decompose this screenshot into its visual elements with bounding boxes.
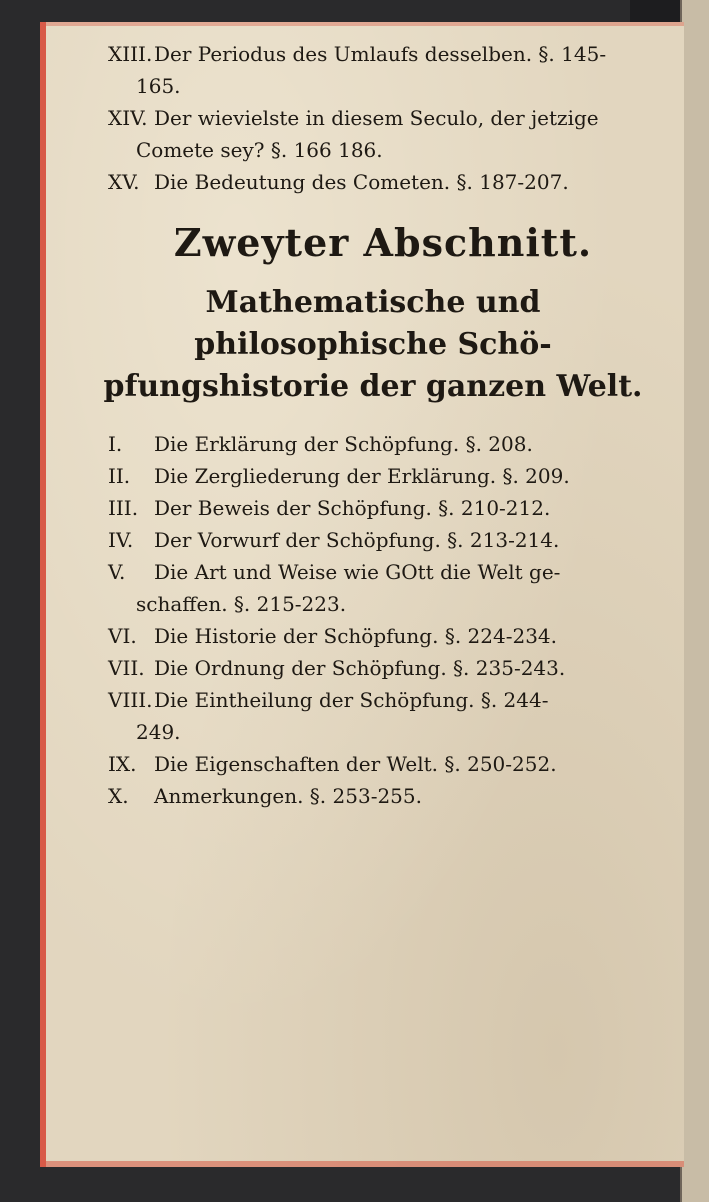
toc-entry-number: X. (108, 784, 129, 808)
toc-entry-text: Die Art und Weise wie GOtt die Welt ge- (154, 560, 561, 584)
toc-entry (108, 716, 668, 748)
toc-entry-text: Anmerkungen. §. 253-255. (154, 784, 422, 808)
toc-entry-text: 165. (136, 74, 181, 98)
toc-entry-text: Der wievielste in diesem Seculo, der jetzige (154, 106, 599, 130)
toc-entry-text: Die Erklärung der Schöpfung. §. 208. (154, 432, 533, 456)
toc-entry-number: XIV. (108, 106, 148, 130)
page-content (103, 38, 668, 812)
toc-entry-number: II. (108, 464, 131, 488)
toc-entry (108, 134, 668, 166)
toc-entry-number: VI. (108, 624, 137, 648)
toc-entry-number: IV. (108, 528, 134, 552)
toc-entry (108, 460, 668, 492)
toc-entry-number: I. (108, 432, 123, 456)
toc-entry-text: Die Eigenschaften der Welt. §. 250-252. (154, 752, 557, 776)
toc-entry (108, 166, 668, 198)
toc-entry (108, 748, 668, 780)
toc-entry (108, 492, 668, 524)
section-subtitle (78, 282, 668, 408)
toc-entry (108, 70, 668, 102)
section-title: Zweyter Abschnitt. (173, 220, 593, 265)
toc-bottom-list (108, 428, 668, 812)
toc-entry-number: VIII. (108, 688, 153, 712)
toc-entry-text: Die Bedeutung des Cometen. §. 187-207. (154, 170, 569, 194)
section-subtitle-line-1: Mathematische und philosophische Schö- (194, 285, 552, 362)
toc-entry (108, 38, 668, 70)
toc-entry-text: Die Ordnung der Schöpfung. §. 235-243. (154, 656, 566, 680)
toc-entry-text: Der Beweis der Schöpfung. §. 210-212. (154, 496, 551, 520)
section-subtitle-line-2: pfungshistorie der ganzen Welt. (103, 369, 643, 404)
toc-top-list (108, 38, 668, 198)
toc-entry (108, 780, 668, 812)
toc-entry (108, 556, 668, 588)
toc-entry-number: XIII. (108, 42, 153, 66)
toc-entry-number: XV. (108, 170, 140, 194)
toc-entry-number: III. (108, 496, 139, 520)
toc-entry-number: IX. (108, 752, 137, 776)
toc-entry (108, 428, 668, 460)
toc-entry-text: 249. (136, 720, 181, 744)
toc-entry-number: V. (108, 560, 126, 584)
toc-entry-text: Die Eintheilung der Schöpfung. §. 244- (154, 688, 549, 712)
book-page (40, 22, 684, 1167)
toc-entry-text: Die Historie der Schöpfung. §. 224-234. (154, 624, 557, 648)
toc-entry-text: Die Zergliederung der Erklärung. §. 209. (154, 464, 570, 488)
toc-entry (108, 620, 668, 652)
toc-entry (108, 524, 668, 556)
facing-page-edge (680, 0, 709, 1202)
toc-entry-number: VII. (108, 656, 145, 680)
toc-entry (108, 652, 668, 684)
toc-entry-text: schaffen. §. 215-223. (136, 592, 347, 616)
toc-entry-text: Der Vorwurf der Schöpfung. §. 213-214. (154, 528, 560, 552)
toc-entry (108, 684, 668, 716)
toc-entry (108, 102, 668, 134)
toc-entry-text: Der Periodus des Umlaufs desselben. §. 145- (154, 42, 607, 66)
toc-entry (108, 588, 668, 620)
toc-entry-text: Comete sey? §. 166 186. (136, 138, 383, 162)
